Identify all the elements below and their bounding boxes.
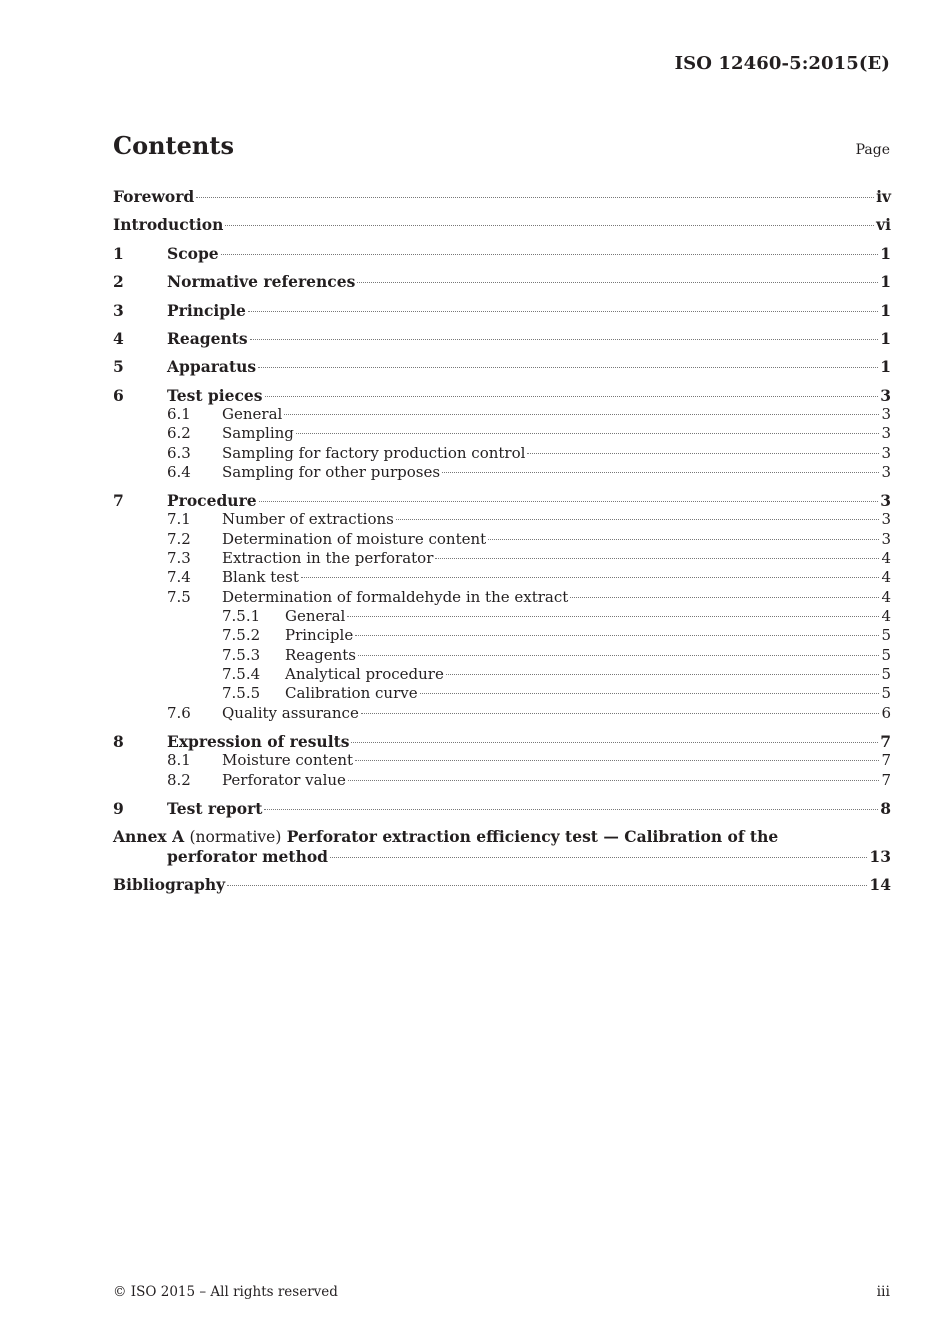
document-id: ISO 12460-5:2015(E) (674, 53, 890, 74)
toc-entry-page: 4 (881, 549, 891, 567)
toc-entry-title: Analytical procedure (285, 665, 444, 683)
toc-entry-title: Test pieces (167, 386, 263, 405)
toc-entry[interactable] (113, 588, 891, 607)
toc-entry[interactable] (113, 549, 891, 568)
toc-entry[interactable] (113, 301, 891, 320)
toc-entry-number: 6.3 (167, 444, 191, 462)
dot-leader (355, 760, 879, 761)
toc-entry-title: Calibration curve (285, 684, 418, 702)
dot-leader (296, 433, 880, 434)
dot-leader (347, 616, 879, 617)
bibliography-title: Bibliography (113, 875, 226, 894)
toc-entry-number: 6 (113, 386, 124, 405)
bibliography-page: 14 (869, 875, 891, 894)
dot-leader (301, 577, 880, 578)
toc-entry-title: Number of extractions (222, 510, 394, 528)
annex-title-continued: perforator method (167, 847, 329, 866)
toc-entry-page: 1 (880, 244, 891, 263)
toc-entry-title: Reagents (167, 329, 248, 348)
toc-entry-title: Scope (167, 244, 219, 263)
toc-entry-title: Expression of results (167, 732, 350, 751)
dot-leader (488, 539, 879, 540)
toc-entry-title: Principle (167, 301, 246, 320)
toc-entry-page: 5 (881, 665, 891, 683)
toc-entry-page: 3 (881, 530, 891, 548)
annex-page: 13 (869, 847, 891, 866)
dot-leader (265, 396, 879, 397)
toc-entry-number: 5 (113, 357, 124, 376)
toc-entry-number: 7.5.3 (222, 646, 261, 664)
toc-entry-number: 8.1 (167, 751, 191, 769)
toc-entry-title: Foreword (113, 187, 195, 206)
toc-entry-page: 7 (881, 771, 891, 789)
dot-leader (259, 501, 879, 502)
dot-leader (250, 339, 879, 340)
toc-entry-page: 4 (881, 588, 891, 606)
dot-leader (221, 254, 879, 255)
dot-leader (420, 693, 880, 694)
toc-entry[interactable] (113, 751, 891, 770)
toc-entry-title: Sampling for other purposes (222, 463, 441, 481)
toc-entry[interactable] (113, 704, 891, 723)
toc-entry-number: 7.2 (167, 530, 191, 548)
toc-entry[interactable] (113, 491, 891, 510)
dot-leader (358, 655, 879, 656)
dot-leader (348, 780, 880, 781)
toc-entry-page: 8 (880, 799, 891, 818)
toc-entry[interactable] (113, 626, 891, 645)
dot-leader (396, 519, 880, 520)
dot-leader (248, 311, 878, 312)
toc-entry-title: Sampling for factory production control (222, 444, 526, 462)
toc-entry[interactable] (113, 357, 891, 376)
toc-entry-page: 5 (881, 626, 891, 644)
dot-leader (357, 282, 878, 283)
toc-entry[interactable] (113, 215, 891, 234)
toc-entry-title: Perforator value (222, 771, 346, 789)
toc-entry[interactable] (113, 732, 891, 751)
toc-entry-number: 7.5.4 (222, 665, 261, 683)
toc-entry-number: 7.4 (167, 568, 191, 586)
toc-entry-page: 3 (881, 444, 891, 462)
toc-entry-title: Normative references (167, 272, 356, 291)
toc-entry-title: Introduction (113, 215, 224, 234)
dot-leader (196, 197, 874, 198)
toc-entry[interactable] (113, 684, 891, 703)
annex-type: (normative) (189, 828, 282, 846)
toc-entry[interactable] (113, 530, 891, 549)
toc-entry[interactable] (113, 665, 891, 684)
toc-entry[interactable] (113, 405, 891, 424)
toc-entry-number: 7.3 (167, 549, 191, 567)
toc-entry-page: 6 (881, 704, 891, 722)
toc-entry-page: 7 (881, 751, 891, 769)
toc-entry-page: 1 (880, 301, 891, 320)
toc-entry-title: Principle (285, 626, 354, 644)
toc-entry[interactable] (113, 463, 891, 482)
toc-entry-number: 3 (113, 301, 124, 320)
dot-leader (570, 597, 879, 598)
toc-entry-title: Blank test (222, 568, 299, 586)
toc-entry-title: Sampling (222, 424, 294, 442)
footer-copyright: © ISO 2015 – All rights reserved (113, 1284, 338, 1300)
toc-entry-page: 7 (880, 732, 891, 751)
toc-entry[interactable] (113, 444, 891, 463)
toc-entry[interactable] (113, 272, 891, 291)
dot-leader (284, 414, 879, 415)
toc-entry-page: 4 (881, 568, 891, 586)
toc-entry-number: 6.4 (167, 463, 191, 481)
toc-entry-page: iv (876, 187, 891, 206)
toc-entry-number: 6.2 (167, 424, 191, 442)
toc-entry-page: 3 (881, 463, 891, 481)
toc-entry-number: 7.1 (167, 510, 191, 528)
toc-entry-title: General (222, 405, 283, 423)
toc-entry-page: 1 (880, 272, 891, 291)
toc-entry[interactable] (113, 799, 891, 818)
toc-entry-number: 1 (113, 244, 124, 263)
toc-entry[interactable] (113, 424, 891, 443)
toc-entry-title: Apparatus (167, 357, 257, 376)
toc-entry[interactable] (113, 386, 891, 405)
toc-entry-number: 8 (113, 732, 124, 751)
toc-entry[interactable] (113, 510, 891, 529)
toc-entry-page: 5 (881, 646, 891, 664)
toc-entry-page: 3 (881, 405, 891, 423)
toc-annex-a-line2[interactable] (113, 847, 891, 866)
toc-entry-page: 1 (880, 357, 891, 376)
dot-leader (227, 885, 867, 886)
toc-entry-page: vi (876, 215, 891, 234)
toc-entry-number: 7.5.1 (222, 607, 261, 625)
toc-entry-title: Determination of formaldehyde in the extract (222, 588, 569, 606)
toc-entry[interactable] (113, 329, 891, 348)
toc-entry-page: 3 (880, 386, 891, 405)
page-column-label: Page (855, 142, 890, 158)
dot-leader (264, 809, 878, 810)
toc-entry-number: 2 (113, 272, 124, 291)
toc-entry-page: 3 (881, 510, 891, 528)
toc-annex-a-line1[interactable] (113, 827, 891, 846)
toc-entry-number: 8.2 (167, 771, 191, 789)
toc-entry-number: 6.1 (167, 405, 191, 423)
toc-bibliography[interactable] (113, 875, 891, 894)
toc-entry-page: 5 (881, 684, 891, 702)
toc-entry-number: 7.5 (167, 588, 191, 606)
toc-entry-number: 7.5.2 (222, 626, 261, 644)
dot-leader (330, 857, 867, 858)
toc-entry-number: 4 (113, 329, 124, 348)
toc-entry-title: Reagents (285, 646, 356, 664)
toc-entry-page: 3 (881, 424, 891, 442)
toc-entry-page: 4 (881, 607, 891, 625)
toc-entry-title: Quality assurance (222, 704, 359, 722)
toc-entry-title: Moisture content (222, 751, 354, 769)
toc-entry[interactable] (113, 607, 891, 626)
toc-entry-page: 3 (880, 491, 891, 510)
dot-leader (355, 635, 879, 636)
toc-entry[interactable] (113, 244, 891, 263)
dot-leader (435, 558, 879, 559)
toc-entry-page: 1 (880, 329, 891, 348)
toc-entry-number: 7 (113, 491, 124, 510)
dot-leader (351, 742, 878, 743)
toc-entry-title: Determination of moisture content (222, 530, 487, 548)
toc-entry[interactable] (113, 646, 891, 665)
toc-entry-number: 7.5.5 (222, 684, 261, 702)
dot-leader (361, 713, 880, 714)
dot-leader (527, 453, 879, 454)
footer-page-number: iii (876, 1284, 890, 1300)
toc-entry-title: Extraction in the perforator (222, 549, 434, 567)
toc-entry-title: General (285, 607, 346, 625)
toc-entry-title: Test report (167, 799, 263, 818)
toc-entry-number: 9 (113, 799, 124, 818)
toc-entry-number: 7.6 (167, 704, 191, 722)
toc-entry[interactable] (113, 771, 891, 790)
annex-title: Perforator extraction efficiency test — Calibration of the (286, 827, 779, 846)
toc-entry[interactable] (113, 187, 891, 206)
annex-label: Annex A (113, 827, 185, 846)
dot-leader (225, 225, 874, 226)
dot-leader (446, 674, 880, 675)
toc-entry-title: Procedure (167, 491, 257, 510)
dot-leader (442, 472, 879, 473)
toc-entry[interactable] (113, 568, 891, 587)
dot-leader (258, 367, 878, 368)
contents-heading: Contents (113, 131, 234, 160)
